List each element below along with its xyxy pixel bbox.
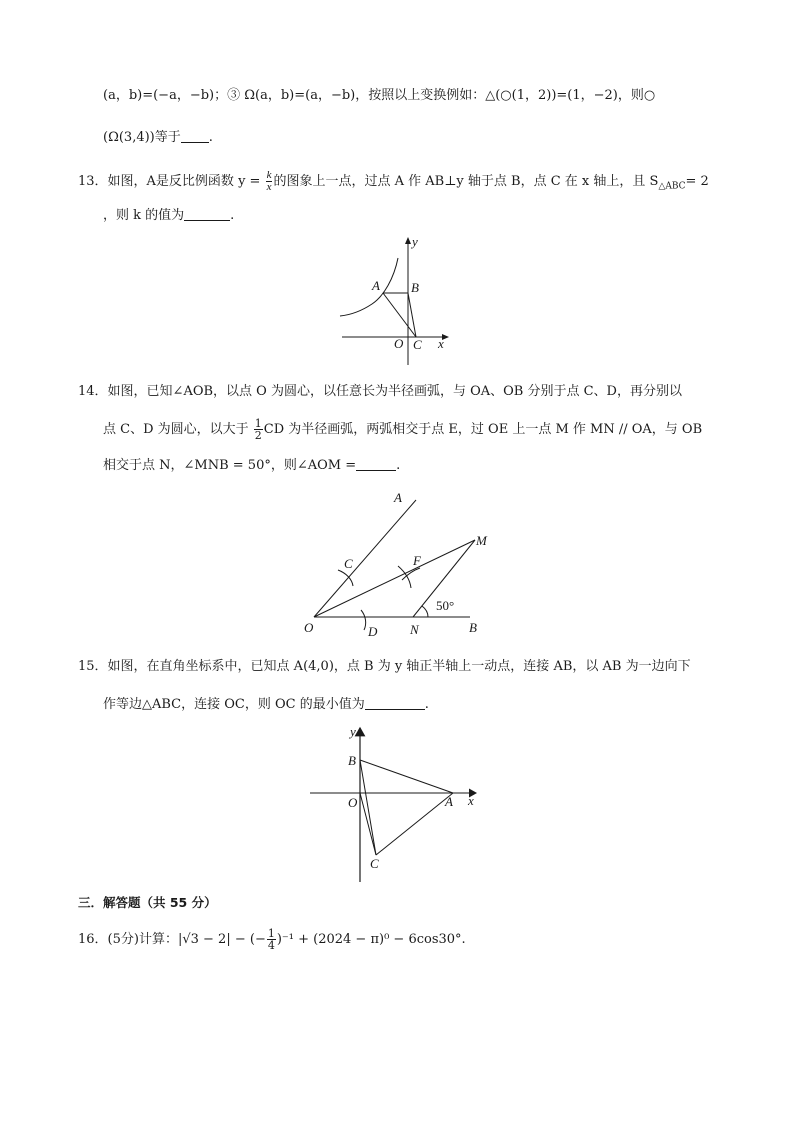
q14-figure [298, 486, 498, 641]
q16-fraction: $\frac{1}{4}$ [267, 927, 275, 952]
q14-label-A: A [394, 490, 402, 505]
q15-label-y: y [350, 724, 356, 739]
q15-label-A: A [445, 794, 453, 809]
q14-text-line3: 相交于点 N，∠MNB = 50°，则∠AOM = [103, 458, 357, 473]
q13-label-A: A [372, 278, 380, 293]
q15-segment-OC [360, 793, 376, 855]
q14-ray-OA [314, 500, 416, 617]
q15-label-x: x [468, 793, 474, 808]
q12-text-1: (a，b)=(−a，−b)；③ Ω(a，b)=(a，−b)，按照以上变换例如：△(○(1，2))=(1，−2)，则○ [103, 88, 656, 103]
q15-label-B: B [348, 753, 356, 768]
q13-label-x: x [438, 336, 444, 351]
q14-arc-D [361, 610, 366, 630]
q14-label-C: C [344, 556, 353, 571]
q15-text-line2: 作等边△ABC，连接 OC，则 OC 的最小值为 [103, 697, 365, 712]
q13-number: 13． [78, 174, 108, 189]
q15-text-line1: 如图，在直角坐标系中，已知点 A(4,0)，点 B 为 y 轴正半轴上一动点，连接 AB，以 AB 为一边向下 [107, 659, 691, 674]
q16-text-b: )⁻¹ + (2024 − π)⁰ − 6cos30° [276, 932, 462, 947]
q15-answer-blank[interactable] [365, 696, 425, 710]
q14-number: 14． [78, 384, 108, 399]
q13-text-line2: ，则 k 的值为 [103, 208, 185, 223]
q16-line: 16．(5分)计算：|√3 − 2| − (− $\frac{1}{4}$ )⁻¹ + (2024 − π)⁰ − 6cos30°. [78, 927, 466, 952]
q15-figure [304, 722, 489, 887]
q15-segment-BA [360, 760, 453, 793]
q13-line2: ，则 k 的值为 . [103, 208, 235, 223]
q16-points: (5分) [107, 932, 139, 947]
q13-figure [330, 230, 460, 370]
q13-hyperbola [340, 258, 398, 316]
q15-segment-AC [376, 793, 453, 855]
q14-fraction: $\frac{1}{2}$ [254, 417, 262, 442]
q12-answer-blank[interactable] [181, 129, 209, 143]
q13-text-a: 如图，A是反比例函数 y = [107, 174, 261, 189]
q14-line1 [78, 382, 682, 402]
q14-label-M: M [476, 533, 487, 548]
q15-label-C: C [370, 856, 379, 871]
q15-number: 15． [78, 659, 108, 674]
q14-label-B: B [469, 620, 477, 635]
q14-text-line1: 如图，已知∠AOB，以点 O 为圆心，以任意长为半径画弧，与 OA、OB 分别于点 C、D，再分别以 [107, 384, 682, 399]
q14-angle-arc [422, 606, 428, 617]
q16-text-a: 计算：|√3 − 2| − (− [138, 932, 266, 947]
q13-text-b: 的图象上一点，过点 A 作 AB⊥y 轴于点 B，点 C 在 x 轴上，且 S [273, 174, 659, 189]
q14-line2 [103, 418, 702, 441]
q14-answer-blank[interactable] [356, 457, 396, 471]
q13-line1 [78, 170, 709, 197]
q14-text-2a: 点 C、D 为圆心，以大于 [103, 422, 249, 437]
section-heading: 三．解答题（共 55 分） [78, 895, 217, 910]
q13-label-B: B [411, 280, 419, 295]
q13-segment-AC [383, 293, 416, 337]
q14-label-D: D [368, 624, 378, 639]
q12-continuation-line1 [103, 86, 655, 106]
q13-label-O: O [394, 336, 404, 351]
q13-label-y: y [412, 234, 418, 249]
q13-segment-BC [408, 293, 416, 337]
q14-label-O: O [304, 620, 314, 635]
q15-line1 [78, 657, 691, 677]
q16-number: 16． [78, 932, 108, 947]
q14-label-N: N [410, 622, 419, 637]
q13-fraction: $\frac{k}{x}$ [266, 169, 272, 193]
q13-label-C: C [413, 337, 422, 352]
q14-text-2b: CD 为半径画弧，两弧相交于点 E，过 OE 上一点 M 作 MN // OA，与 OB [263, 422, 703, 437]
q13-text-c: = 2 [685, 174, 709, 189]
q12-text-2: (Ω(3,4))等于 [103, 130, 181, 145]
q13-answer-blank[interactable] [184, 207, 230, 221]
q14-label-F: F [413, 553, 421, 568]
q14-label-angle: 50° [436, 598, 455, 613]
q14-line3: 相交于点 N，∠MNB = 50°，则∠AOM = . [103, 458, 401, 473]
q15-line2: 作等边△ABC，连接 OC，则 OC 的最小值为 . [103, 697, 429, 712]
q14-arc-C [338, 570, 353, 586]
q15-segment-BC [360, 760, 376, 855]
q15-label-O: O [348, 795, 358, 810]
q12-continuation-line2: (Ω(3,4))等于 . [103, 130, 213, 145]
q13-subscript: △ABC [658, 181, 686, 192]
